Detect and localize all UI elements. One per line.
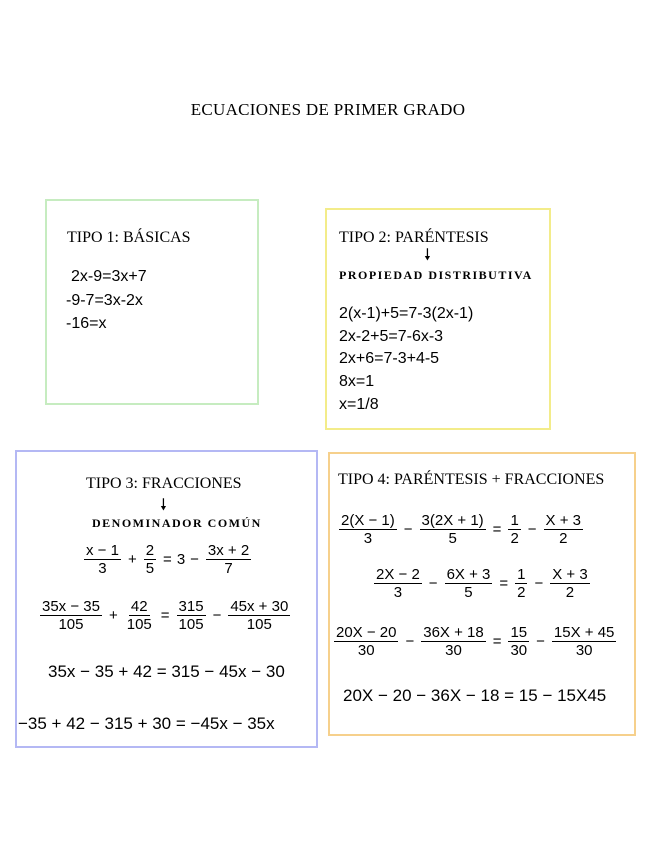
tipo1-title: TIPO 1: BÁSICAS xyxy=(67,229,191,246)
fraction-numerator: 2X − 2 xyxy=(376,566,420,583)
fraction-numerator: 35x − 35 xyxy=(42,598,100,615)
fraction-numerator: X + 3 xyxy=(545,512,581,529)
tipo3-equation-3: 35x − 35 + 42 = 315 − 45x − 30 xyxy=(48,662,285,681)
fraction-numerator: 36X + 18 xyxy=(423,624,484,641)
equals-sign: = xyxy=(160,607,170,624)
fraction-numerator: 42 xyxy=(130,598,148,615)
tipo2-line-4: 8x=1 xyxy=(339,373,375,390)
tipo3-equation-1 xyxy=(82,542,253,577)
fraction-denominator: 5 xyxy=(145,560,155,577)
tipo4-equation-3 xyxy=(332,624,618,659)
page-title: ECUACIONES DE PRIMER GRADO xyxy=(190,100,466,119)
fraction-numerator: 2 xyxy=(145,542,155,559)
tipo3-title: TIPO 3: FRACCIONES xyxy=(86,475,242,492)
fraction-denominator: 2 xyxy=(517,584,526,601)
fraction-numerator: 1 xyxy=(510,512,519,529)
equals-sign: = xyxy=(492,633,502,650)
fraction-numerator: 315 xyxy=(178,598,204,615)
tipo4-equation-2 xyxy=(372,566,592,601)
fraction-denominator: 105 xyxy=(58,616,84,633)
fraction-numerator: 2(X − 1) xyxy=(341,512,395,529)
tipo4-equation-1 xyxy=(337,512,585,547)
fraction-denominator: 105 xyxy=(126,616,152,633)
tipo1-line-2: -9-7=3x-2x xyxy=(66,292,143,309)
fraction-numerator: 6X + 3 xyxy=(446,566,491,583)
equals-sign: = xyxy=(492,521,502,538)
fraction-numerator: 15 xyxy=(510,624,528,641)
fraction-denominator: 2 xyxy=(559,530,568,547)
fraction-denominator: 5 xyxy=(448,530,457,547)
operator: + xyxy=(127,551,137,568)
fraction-denominator: 3 xyxy=(98,560,107,577)
arrow-down-icon: 🠗 xyxy=(160,497,167,514)
fraction-numerator: 1 xyxy=(517,566,526,583)
fraction-numerator: 45x + 30 xyxy=(230,598,289,615)
fraction-denominator: 3 xyxy=(363,530,373,547)
fraction-denominator: 30 xyxy=(445,642,462,659)
fraction-denominator: 2 xyxy=(510,530,519,547)
operator: − xyxy=(536,633,545,650)
arrow-down-icon: 🠗 xyxy=(424,247,431,264)
fraction-denominator: 30 xyxy=(510,642,528,659)
tipo1-line-1: 2x-9=3x+7 xyxy=(71,268,147,285)
operator: − xyxy=(405,633,415,650)
fraction-numerator: 20X − 20 xyxy=(336,624,397,641)
tipo3-equation-2 xyxy=(38,598,292,633)
equals-sign: = xyxy=(163,551,172,568)
tipo2-line-2: 2x-2+5=7-6x-3 xyxy=(339,328,444,345)
fraction-denominator: 3 xyxy=(393,584,403,601)
tipo3-subtitle: DENOMINADOR COMÚN xyxy=(92,516,262,530)
operator: − xyxy=(190,551,199,568)
tipo2-line-3: 2x+6=7-3+4-5 xyxy=(339,350,440,367)
operator: + xyxy=(108,607,118,624)
tipo2-title: TIPO 2: PARÉNTESIS xyxy=(339,229,489,246)
fraction-denominator: 7 xyxy=(224,560,233,577)
fraction-numerator: X + 3 xyxy=(552,566,588,583)
fraction-denominator: 105 xyxy=(246,616,272,633)
tipo2-subtitle: PROPIEDAD DISTRIBUTIVA xyxy=(339,268,533,282)
fraction-numerator: x − 1 xyxy=(86,542,119,559)
operator: − xyxy=(212,607,222,624)
term: 3 xyxy=(176,551,186,568)
fraction-denominator: 30 xyxy=(575,642,593,659)
operator: − xyxy=(403,521,413,538)
tipo3-equation-4: −35 + 42 − 315 + 30 = −45x − 35x xyxy=(18,714,275,733)
fraction-denominator: 105 xyxy=(178,616,204,633)
fraction-denominator: 30 xyxy=(357,642,375,659)
operator: − xyxy=(428,575,438,592)
operator: − xyxy=(534,575,544,592)
equals-sign: = xyxy=(499,575,509,592)
fraction-denominator: 5 xyxy=(464,584,473,601)
tipo4-title: TIPO 4: PARÉNTESIS + FRACCIONES xyxy=(338,471,605,488)
tipo2-line-5: x=1/8 xyxy=(339,396,379,413)
tipo2-line-1: 2(x-1)+5=7-3(2x-1) xyxy=(339,305,474,322)
tipo4-equation-4: 20X − 20 − 36X − 18 = 15 − 15X45 xyxy=(343,686,607,705)
fraction-denominator: 2 xyxy=(565,584,575,601)
operator: − xyxy=(527,521,537,538)
fraction-numerator: 3(2X + 1) xyxy=(421,512,484,529)
fraction-numerator: 15X + 45 xyxy=(553,624,615,641)
fraction-numerator: 3x + 2 xyxy=(207,542,250,559)
tipo1-line-3: -16=x xyxy=(66,315,107,332)
